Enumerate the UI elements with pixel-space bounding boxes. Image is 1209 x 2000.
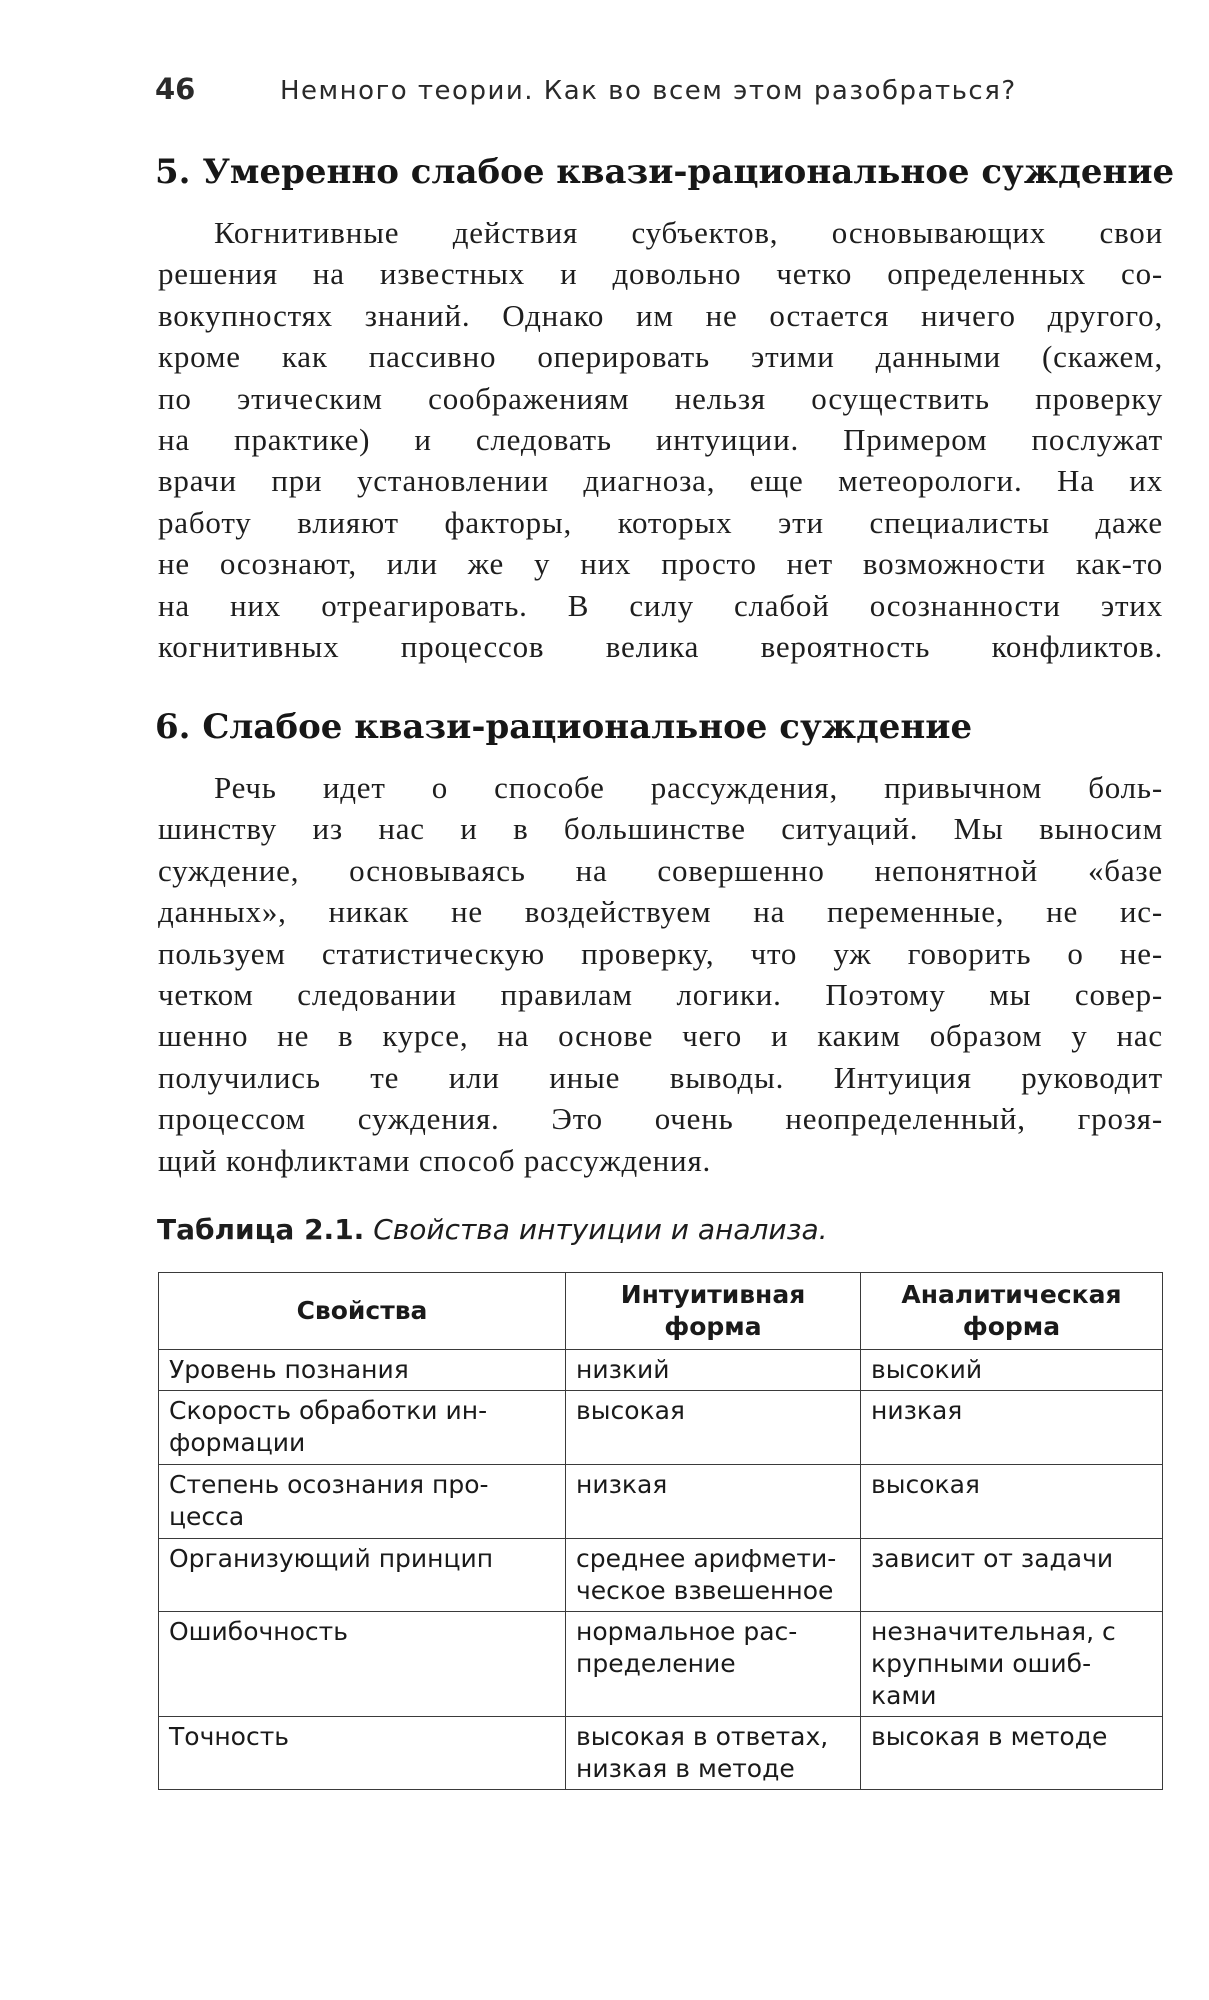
text-line: щий конфликтами способ рассуждения. [158,1142,712,1178]
table-cell: высокая в ответах, низкая в методе [566,1717,861,1790]
text-line: Речь идет о способе рассуждения, привычном боль- [214,770,1163,805]
running-title: Немного теории. Как во всем этом разобраться? [280,76,1017,106]
table-row [159,1350,1163,1391]
text-line: пользуем статистическую проверку, что уж говорить о не- [158,935,1163,971]
table-cell: высокий [861,1350,1163,1391]
table-cell: высокая [861,1465,1163,1539]
text-line: Когнитивные действия субъектов, основывающих свои [214,215,1163,250]
column-header: Свойства [159,1273,566,1350]
table-caption-text: Свойства интуиции и анализа. [373,1213,828,1246]
text-line: шенно не в курсе, на основе чего и каким образом у нас [158,1018,1163,1054]
section-6-paragraph [158,767,1163,1181]
table-cell: низкая [566,1465,861,1539]
text-line: работу влияют факторы, которых эти специалисты даже [158,504,1163,540]
table-cell: низкий [566,1350,861,1391]
column-header: Аналитическая форма [861,1273,1163,1350]
text-line: данных», никак не воздействуем на переменные, не ис- [158,894,1163,930]
section-5-paragraph [158,212,1163,667]
text-line: когнитивных процессов велика вероятность конфликтов. [158,629,1163,665]
table-cell: Точность [159,1717,566,1790]
table-cell: зависит от задачи [861,1539,1163,1612]
column-header: Интуитивная форма [566,1273,861,1350]
table-cell: Скорость обработки ин-формации [159,1391,566,1465]
text-line: четком следовании правилам логики. Поэтому мы совер- [158,977,1163,1013]
table-row [159,1539,1163,1612]
text-line: кроме как пассивно оперировать этими данными (скажем, [158,339,1163,375]
text-line: не осознают, или же у них просто нет возможности как-то [158,546,1163,582]
table-row [159,1465,1163,1539]
page-number: 46 [155,72,196,106]
section-5-heading: 5. Умеренно слабое квази-рациональное суждение [155,152,1175,192]
table-row [159,1717,1163,1790]
text-line: шинству из нас и в большинстве ситуаций. Мы выносим [158,811,1163,847]
text-line: получились те или иные выводы. Интуиция руководит [158,1059,1163,1095]
text-line: по этическим соображениям нельзя осуществить проверку [158,380,1163,416]
table-header-row [159,1273,1163,1350]
text-line: врачи при установлении диагноза, еще метеорологи. На их [158,463,1163,499]
table-cell: высокая в методе [861,1717,1163,1790]
table-cell: незначительная, с крупными ошиб-ками [861,1612,1163,1717]
text-line: процессом суждения. Это очень неопределенный, грозя- [158,1101,1163,1137]
table-cell: Ошибочность [159,1612,566,1717]
text-line: решения на известных и довольно четко определенных со- [158,256,1163,292]
table-cell: среднее арифмети-ческое взвешенное [566,1539,861,1612]
table-cell: низкая [861,1391,1163,1465]
table-cell: Уровень познания [159,1350,566,1391]
text-line: вокупностях знаний. Однако им не остается ничего другого, [158,297,1163,333]
section-6-heading: 6. Слабое квази-рациональное суждение [155,707,973,747]
text-line: на них отреагировать. В силу слабой осознанности этих [158,587,1163,623]
table-cell: Организующий принцип [159,1539,566,1612]
text-line: на практике) и следовать интуиции. Примером послужат [158,422,1163,458]
text-line: суждение, основываясь на совершенно непонятной «базе [158,852,1163,888]
table-cell: нормальное рас-пределение [566,1612,861,1717]
table-caption-label: Таблица 2.1. [157,1213,365,1246]
table-caption [157,1213,1157,1246]
table-cell: Степень осознания про-цесса [159,1465,566,1539]
table-row [159,1391,1163,1465]
table-row [159,1612,1163,1717]
properties-table [158,1272,1163,1790]
running-head [155,72,1055,122]
table-cell: высокая [566,1391,861,1465]
